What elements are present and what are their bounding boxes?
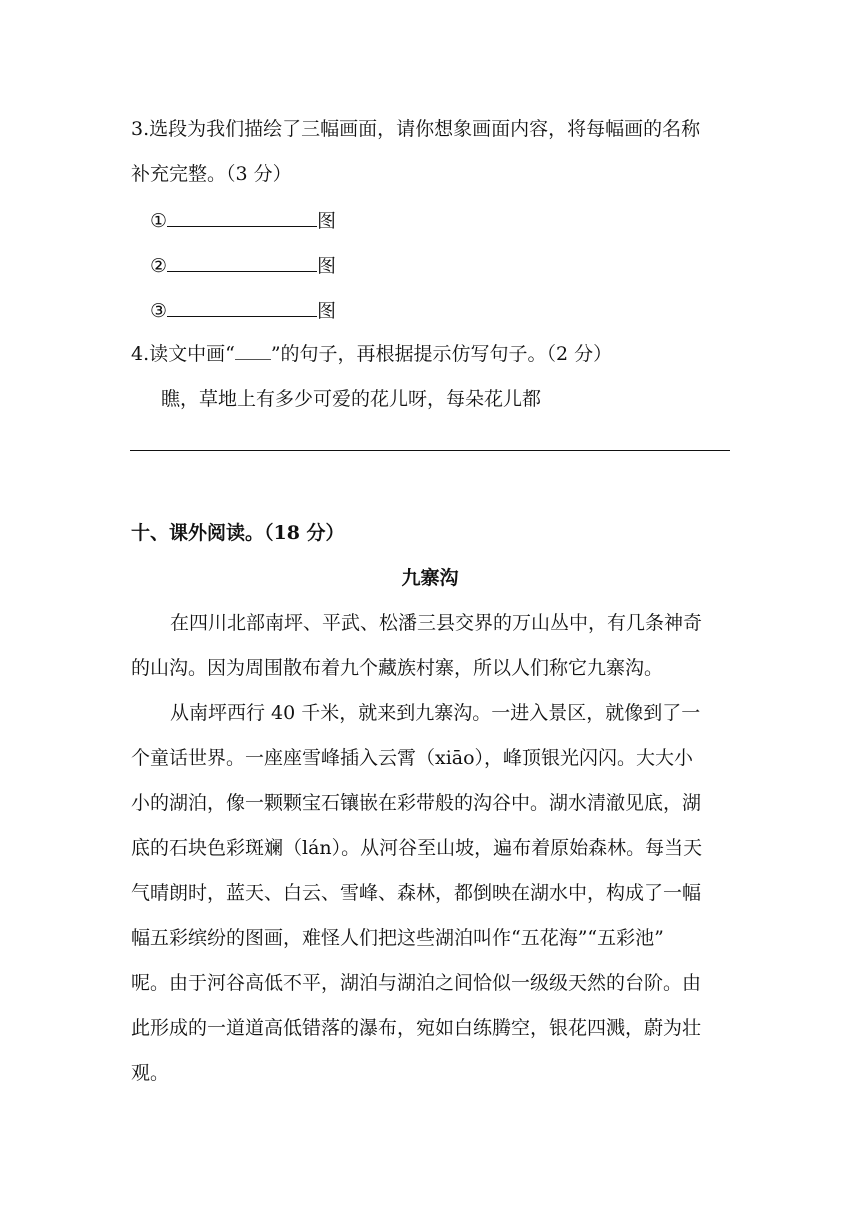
- question-3-line-1: 3.选段为我们描绘了三幅画面，请你想象画面内容，将每幅画的名称: [131, 118, 701, 140]
- answer-line[interactable]: [130, 450, 730, 451]
- passage-line: 观。: [131, 1062, 170, 1084]
- passage-line: 小的湖泊，像一颗颗宝石镶嵌在彩带般的沟谷中。湖水清澈见底，湖: [131, 792, 702, 814]
- answer-suffix-3: 图: [317, 300, 337, 322]
- answer-blank-3[interactable]: [167, 296, 317, 317]
- underline-marker: [235, 341, 271, 360]
- question-4-line: [131, 341, 612, 367]
- question-4-suffix: ”的句子，再根据提示仿写句子。（2 分）: [270, 343, 613, 365]
- passage-line: 在四川北部南坪、平武、松潘三县交界的万山丛中，有几条神奇: [170, 612, 703, 634]
- question-4-prompt: 瞧，草地上有多少可爱的花儿呀，每朵花儿都: [161, 388, 542, 410]
- question-3-line-2: 补充完整。（3 分）: [131, 163, 292, 185]
- circled-number-1: ①: [150, 210, 168, 232]
- circled-number-2: ②: [150, 255, 168, 277]
- passage-line: 底的石块色彩斑斓（lán）。从河谷至山坡，遍布着原始森林。每当天: [131, 837, 703, 859]
- answer-blank-2[interactable]: [167, 251, 317, 272]
- passage-line: 此形成的一道道高低错落的瀑布，宛如白练腾空，银花四溅，蔚为壮: [131, 1017, 702, 1039]
- answer-item-1: [150, 206, 336, 234]
- passage-line: 气晴朗时，蓝天、白云、雪峰、森林，都倒映在湖水中，构成了一幅: [131, 882, 702, 904]
- answer-item-2: [150, 251, 336, 279]
- passage-line: 幅五彩缤纷的图画，难怪人们把这些湖泊叫作“五花海”“五彩池”: [131, 927, 664, 949]
- passage-title: 九寨沟: [401, 567, 459, 589]
- passage-line: 呢。由于河谷高低不平，湖泊与湖泊之间恰似一级级天然的台阶。由: [131, 972, 702, 994]
- circled-number-3: ③: [150, 300, 168, 322]
- question-4-prefix: 4.读文中画“: [131, 343, 235, 365]
- section-heading: 十、课外阅读。（18 分）: [131, 522, 345, 544]
- answer-suffix-2: 图: [317, 255, 337, 277]
- answer-item-3: [150, 296, 336, 324]
- answer-blank-1[interactable]: [167, 206, 317, 227]
- passage-line: 的山沟。因为周围散布着九个藏族村寨，所以人们称它九寨沟。: [131, 657, 664, 679]
- answer-suffix-1: 图: [317, 210, 337, 232]
- passage-line: 从南坪西行 40 千米，就来到九寨沟。一进入景区，就像到了一: [170, 702, 701, 724]
- passage-line: 个童话世界。一座座雪峰插入云霄（xiāo），峰顶银光闪闪。大大小: [131, 747, 694, 769]
